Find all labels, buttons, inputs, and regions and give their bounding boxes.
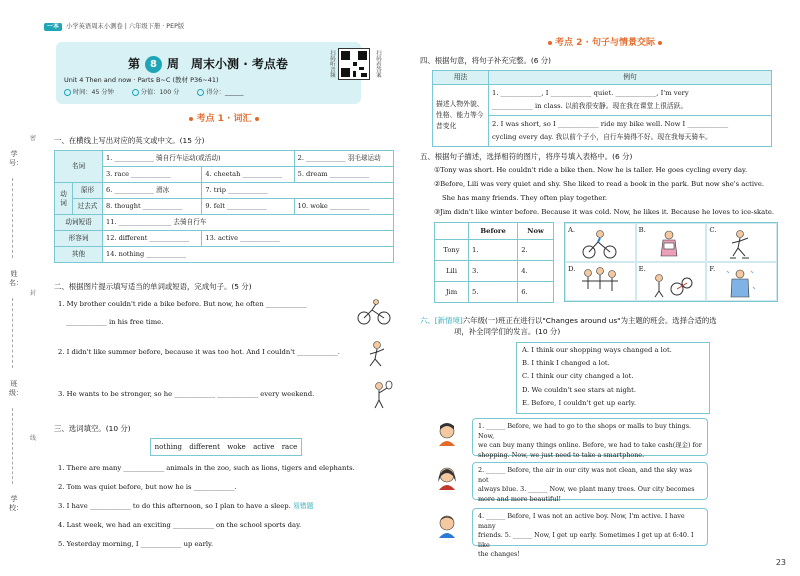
week-number-badge: 8	[145, 56, 162, 73]
pen-icon	[197, 89, 204, 96]
option-a: A. I think our shopping ways changed a lot.	[522, 346, 672, 354]
qr-code-icon[interactable]	[338, 48, 370, 80]
vocab-cell-8[interactable]: 8. thought ____________	[103, 199, 202, 215]
q3-sentence-5[interactable]: 5. Yesterday morning, I ____________ up early.	[58, 540, 214, 548]
boy-avatar-icon	[436, 514, 458, 538]
vocab-cell-11[interactable]: 11. ________________ 去骑自行车	[103, 215, 394, 231]
row-label-base: 原形	[73, 183, 103, 199]
row-label-other: 其他	[55, 247, 103, 263]
q1-title: 一、在横线上写出对应的英文或中文。(15 分)	[54, 136, 205, 145]
word-bank	[150, 438, 302, 456]
q5-passage-2-cont: She has many friends. They often play together.	[442, 194, 608, 202]
word-bank-item: nothing	[154, 442, 182, 451]
example-2[interactable]: 2. I was short, so I ____________ ride my bike well. Now I ____________ cycling every day. 我以前个子小，自行车骑得不好。现在我每天骑车。	[489, 115, 772, 146]
answer-cell-2[interactable]: 2.	[518, 240, 554, 261]
boy-cycling-icon	[580, 228, 620, 260]
vocab-cell-7[interactable]: 7. trip ____________	[202, 183, 394, 199]
answer-cell-1[interactable]: 1.	[469, 240, 518, 261]
obtained-score: 得分：______	[206, 89, 244, 96]
vocab-cell-13[interactable]: 13. active ____________	[202, 231, 394, 247]
answer-cell-3[interactable]: 3.	[469, 261, 518, 282]
qr-left-label: 扫码听音频	[328, 50, 335, 78]
q6-title: 六、[新情境]六年级(一)班正在进行以"Changes around us"为主题的班会。选择合适的选 项，补全同学们的发言。(10 分)	[420, 316, 717, 336]
series-bar	[44, 22, 404, 32]
q5-passage-1: ①Tony was short. He couldn't ride a bike then. Now he is taller. He goes cycling every day.	[434, 166, 748, 174]
cycling-picture-icon	[356, 298, 392, 326]
q2-title: 二、根据图片提示填写适当的单词或短语，完成句子。(5 分)	[54, 282, 252, 291]
name-lili: Lili	[435, 261, 469, 282]
header-card	[56, 42, 361, 104]
q3-sentence-3[interactable]: 3. I have ____________ to do this afternoon, so I plan to have a sleep. 易错题	[58, 502, 314, 510]
boy-skating-icon	[725, 228, 755, 262]
badminton-picture-icon	[366, 380, 394, 410]
example-header: 例句	[489, 71, 772, 85]
gutter-line	[12, 298, 13, 368]
option-c: C. I think our city changed a lot.	[522, 372, 634, 381]
left-page	[44, 34, 404, 564]
picture-e[interactable]: E.	[636, 262, 707, 301]
now-header: Now	[518, 223, 554, 240]
vocab-cell-4[interactable]: 4. cheetah ____________	[202, 167, 294, 183]
q2-sentence-1-cont[interactable]: ____________ in his free time.	[66, 318, 164, 326]
vocab-cell-6[interactable]: 6. ____________ 滑冰	[103, 183, 202, 199]
row-label-adj: 形容词	[55, 231, 103, 247]
section-1-header: 考点 1 · 词汇	[164, 114, 284, 125]
student-id-label: 学号：	[9, 150, 23, 167]
option-b: B. I think I changed a lot.	[522, 359, 610, 368]
right-page	[420, 34, 780, 564]
gutter-line	[12, 408, 13, 484]
example-1[interactable]: 1. ____________, I ____________ quiet. ____________, I'm very ____________ in class. 以前我很安静。现在我在课堂上很活跃。	[489, 85, 772, 116]
skating-picture-icon	[362, 340, 392, 370]
row-label-phrase: 动词短语	[55, 215, 103, 231]
usage-description: 描述人物外貌、性格、能力等今昔变化	[433, 85, 489, 147]
new-context-tag: 六、[新情境]	[420, 316, 463, 325]
before-header: Before	[469, 223, 518, 240]
picture-b[interactable]: B.	[636, 223, 707, 262]
vocab-table	[54, 150, 394, 263]
name-jim: Jim	[435, 282, 469, 303]
clock-icon	[64, 89, 71, 96]
children-playing-icon	[578, 265, 622, 301]
series-badge: 一本	[44, 23, 62, 31]
cut-mark: 封	[30, 290, 37, 297]
girl-reading-icon	[655, 228, 685, 262]
answer-cell-5[interactable]: 5.	[469, 282, 518, 303]
word-bank-item: different	[189, 442, 220, 451]
q5-title: 五、根据句子描述，选择相符的图片，将序号填入表格中。(6 分)	[420, 152, 633, 161]
speech-bubble-3[interactable]: 4. ______ Before, I was not an active boy. Now, I'm active. I have many friends. 5. ______ Now, I get up early. Sometimes I get up at 6:40. I like the changes!	[472, 508, 708, 546]
section-2-header: 考点 2 · 句子与情景交际	[530, 38, 680, 49]
picture-c[interactable]: C.	[706, 223, 777, 262]
q3-title: 三、选词填空。(10 分)	[54, 424, 131, 433]
girl-avatar-icon	[436, 422, 458, 446]
series-title: 小学英语周末小测卷 | 六年级下册 · PEP版	[66, 23, 185, 31]
row-label-past: 过去式	[73, 199, 103, 215]
before-now-table	[434, 222, 554, 303]
name-label: 姓名：	[9, 270, 23, 287]
tricky-question-tag: 易错题	[292, 502, 314, 510]
picture-d[interactable]: D.	[565, 262, 636, 301]
option-e: E. Before, I couldn't get up early.	[522, 398, 637, 407]
vocab-cell-1[interactable]: 1. ____________ 骑自行车运动(或活动)	[103, 151, 295, 167]
gutter-line	[12, 178, 13, 258]
vocab-cell-3[interactable]: 3. race ____________	[103, 167, 202, 183]
page-number: 23	[775, 558, 786, 567]
word-bank-item: active	[253, 442, 275, 451]
time-limit: 时间：45 分钟	[73, 89, 114, 96]
qr-right-label: 扫码看答案	[374, 50, 381, 78]
boy-cold-icon	[723, 267, 757, 301]
q2-sentence-1[interactable]: 1. My brother couldn't ride a bike before. But now, he often ____________	[58, 300, 307, 308]
option-d: D. We couldn't see stars at night.	[522, 385, 637, 394]
options-box	[516, 342, 710, 414]
school-label: 学校：	[9, 495, 23, 512]
usage-table	[432, 70, 772, 147]
q3-sentence-1[interactable]: 1. There are many ____________ animals in the zoo, such as lions, tigers and elephants.	[58, 464, 355, 472]
row-label-verb: 动词	[55, 183, 73, 215]
speech-bubble-2[interactable]: 2. ______ Before, the air in our city was not clean, and the sky was not always blue. 3. ______ Now, we plant many trees. Our city becomes more and more beautiful!	[472, 462, 708, 500]
q5-passage-3: ③Jim didn't like winter before. Because it was cold. Now, he likes it. Because he loves to ice-skate.	[434, 208, 775, 216]
q4-title: 四、根据句意，将句子补充完整。(6 分)	[420, 56, 552, 65]
vocab-cell-12[interactable]: 12. different ____________	[103, 231, 202, 247]
word-bank-item: race	[281, 442, 298, 451]
picture-f[interactable]: F.	[706, 262, 777, 301]
binding-gutter	[0, 0, 36, 576]
vocab-cell-14[interactable]: 14. nothing ____________	[103, 247, 394, 263]
vocab-cell-5[interactable]: 5. dream ____________	[294, 167, 393, 183]
q3-sentence-2[interactable]: 2. Tom was quiet before, but now he is ____________.	[58, 483, 237, 491]
picture-grid	[564, 222, 778, 302]
girl-avatar-icon	[436, 466, 458, 490]
q3-sentence-4[interactable]: 4. Last week, we had an exciting ____________ on the school sports day.	[58, 521, 302, 529]
answer-cell-4[interactable]: 4.	[518, 261, 554, 282]
total-score: 分值：100 分	[140, 89, 180, 96]
q2-sentence-3[interactable]: 3. He wants to be stronger, so he ____________ ____________ every weekend.	[58, 390, 315, 398]
row-label-noun: 名词	[55, 151, 103, 183]
boy-fallen-bike-icon	[649, 269, 693, 299]
class-label: 班级：	[9, 380, 23, 397]
cut-mark: 线	[30, 435, 37, 442]
page-title: 第 8 周 周末小测 · 考点卷	[128, 57, 288, 71]
unit-subtitle: Unit 4 Then and now · Parts B~C (教材 P36~41)	[64, 76, 219, 84]
person-icon	[132, 89, 139, 96]
name-tony: Tony	[435, 240, 469, 261]
q2-sentence-2[interactable]: 2. I didn't like summer before, because it was too hot. And I couldn't ____________.	[58, 348, 340, 356]
usage-header: 用法	[433, 71, 489, 85]
vocab-cell-9[interactable]: 9. felt ____________	[202, 199, 294, 215]
vocab-cell-2[interactable]: 2. ____________ 羽毛球运动	[294, 151, 393, 167]
test-meta	[64, 89, 243, 97]
cut-mark: 密	[30, 135, 37, 142]
speech-bubble-1[interactable]: 1. ______ Before, we had to go to the shops or malls to buy things. Now, we can buy many things online. Before, we had to take cash(现金) for shopping. Now, we just need to take a smartphone.	[472, 418, 708, 456]
answer-cell-6[interactable]: 6.	[518, 282, 554, 303]
picture-a[interactable]: A.	[565, 223, 636, 262]
vocab-cell-10[interactable]: 10. woke ____________	[294, 199, 393, 215]
word-bank-item: woke	[227, 442, 246, 451]
q5-passage-2: ②Before, Lili was very quiet and shy. She liked to read a book in the park. But now she's active.	[434, 180, 765, 188]
